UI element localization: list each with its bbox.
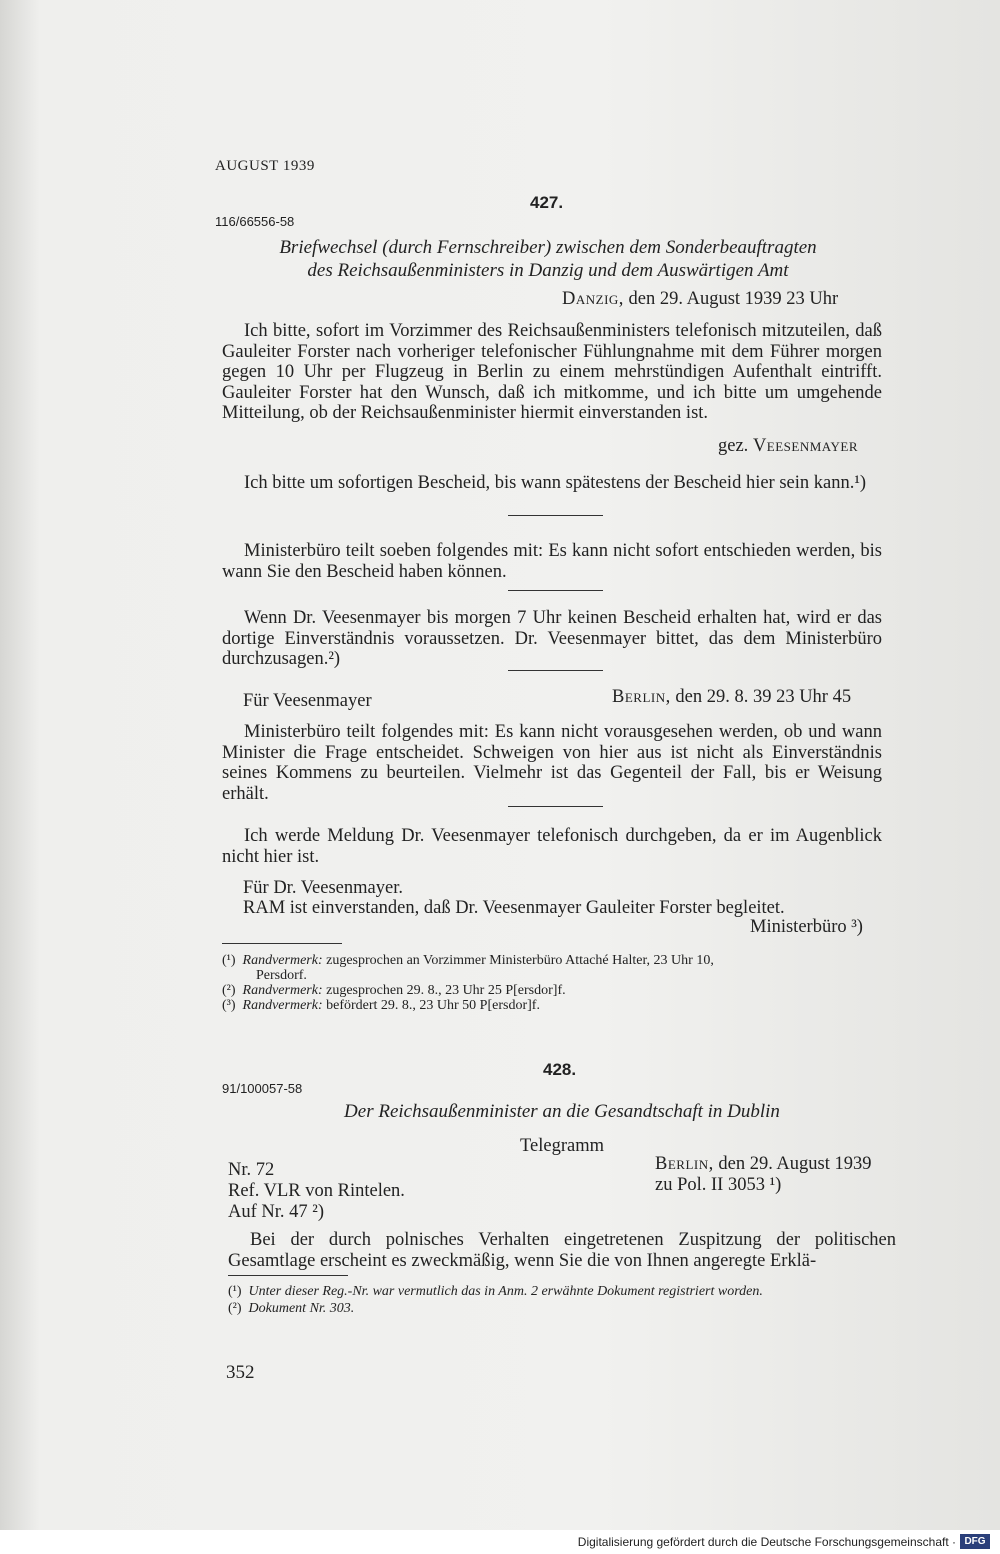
doc-428-nr: Nr. 72 <box>228 1160 275 1180</box>
doc-427-fuer-dr: Für Dr. Veesenmayer. <box>243 878 403 898</box>
doc-428-paragraph-1: Bei der durch polnisches Verhalten eingetretenen Zuspitzung der politischen Gesamtlage erscheint es zweckmäßig, wenn Sie die von Ihnen angeregte Erklä- <box>228 1230 896 1271</box>
signature-prefix: gez. <box>718 436 749 456</box>
doc-427-title-line1: Briefwechsel (durch Fernschreiber) zwischen dem Sonderbeauftragten <box>279 237 817 258</box>
doc-428-pol-ref: zu Pol. II 3053 ¹) <box>655 1175 782 1195</box>
separator-rule <box>508 515 603 516</box>
doc-427-paragraph-5: Ministerbüro teilt folgendes mit: Es kann nicht vorausgesehen werden, ob und wann Minister die Frage entscheidet. Schweigen von hier aus ist nicht als Einverständnis seines Kommens zu beurteilen. Vielmehr ist das Gegenteil der Fall, bis er Weisung erhält. <box>222 722 882 804</box>
doc-427-title-line2: des Reichsaußenministers in Danzig und dem Auswärtigen Amt <box>307 260 789 281</box>
doc-428-ref-vlr: Ref. VLR von Rintelen. <box>228 1181 405 1201</box>
doc-427-ref: 116/66556-58 <box>215 214 295 229</box>
doc-427-signature <box>718 436 858 457</box>
footnote: (²) Randvermerk: zugesprochen 29. 8., 23 Uhr 25 P[ersdor]f. <box>222 983 566 998</box>
dfg-logo-icon: DFG <box>960 1534 990 1549</box>
berlin-rest: den 29. 8. 39 23 Uhr 45 <box>675 687 852 707</box>
doc-427-number: 427. <box>530 193 564 212</box>
running-head: AUGUST 1939 <box>215 158 315 174</box>
footnote: Persdorf. <box>256 968 307 983</box>
doc-428-dateline: Berlin, den 29. August 1939 <box>655 1154 872 1174</box>
dateline-place: Danzig, <box>562 289 624 309</box>
separator-rule <box>508 590 603 591</box>
separator-rule <box>508 670 603 671</box>
berlin-place: Berlin, <box>612 687 671 707</box>
page-number: 352 <box>226 1362 255 1383</box>
doc-427-ministerbuero: Ministerbüro ³) <box>750 917 863 937</box>
doc-428-number: 428. <box>543 1060 577 1079</box>
doc-428-auf-nr: Auf Nr. 47 ²) <box>228 1202 324 1222</box>
doc-428-ref: 91/100057-58 <box>222 1081 303 1096</box>
footer-credit: Digitalisierung gefördert durch die Deutsche Forschungsgemeinschaft · <box>577 1535 956 1549</box>
footnote-rule <box>222 943 342 944</box>
footnote: (¹) Randvermerk: zugesprochen an Vorzimmer Ministerbüro Attaché Halter, 23 Uhr 10, <box>222 953 714 968</box>
doc-427-paragraph-2: Ich bitte um sofortigen Bescheid, bis wann spätestens der Bescheid hier sein kann.¹) <box>244 473 867 493</box>
footnote: (¹) Unter dieser Reg.-Nr. war vermutlich das in Anm. 2 erwähnte Dokument registriert worden. <box>228 1284 763 1299</box>
doc-427-fuer-veesenmayer: Für Veesenmayer <box>243 691 372 711</box>
doc-427-berlin-dateline <box>612 687 851 708</box>
signature-name: Veesenmayer <box>752 436 858 456</box>
doc-427-dateline <box>562 289 838 310</box>
footnote: (³) Randvermerk: befördert 29. 8., 23 Uhr 50 P[ersdor]f. <box>222 998 540 1013</box>
doc-427-ram: RAM ist einverstanden, daß Dr. Veesenmayer Gauleiter Forster begleitet. <box>243 898 785 918</box>
footnote-rule <box>228 1275 348 1276</box>
doc-428-telegramm: Telegramm <box>520 1136 604 1156</box>
footnote: (²) Dokument Nr. 303. <box>228 1301 355 1316</box>
doc-427-footnotes <box>222 953 902 1013</box>
doc-428-left-block <box>228 1160 405 1223</box>
doc-428-title: Der Reichsaußenminister an die Gesandtschaft in Dublin <box>344 1101 780 1122</box>
separator-rule <box>508 806 603 807</box>
doc-428-right-block <box>655 1154 872 1196</box>
dateline-rest: den 29. August 1939 23 Uhr <box>628 289 839 309</box>
doc-427-paragraph-4: Wenn Dr. Veesenmayer bis morgen 7 Uhr keinen Bescheid erhalten hat, wird er das dortige Einverständnis voraussetzen. Dr. Veesenmayer bittet, das dem Ministerbüro durchzusagen.²) <box>222 608 882 669</box>
doc-428-footnotes <box>228 1283 908 1317</box>
doc-427-paragraph-1: Ich bitte, sofort im Vorzimmer des Reichsaußenministers telefonisch mitzuteilen, daß Gauleiter Forster nach vorheriger telefonischer Fühlungnahme mit dem Führer morgen gegen 10 Uhr per Flugzeug in Berlin zu einem mehrstündigen Aufenthalt eintrifft. Gauleiter Forster hat den Wunsch, daß ich mitkomme, und ich bitte um umgehende Mitteilung, ob der Reichsaußenminister hiermit einverstanden ist. <box>222 321 882 423</box>
doc-427-paragraph-6: Ich werde Meldung Dr. Veesenmayer telefonisch durchgeben, da er im Augenblick nicht hier ist. <box>222 826 882 867</box>
doc-427-paragraph-3: Ministerbüro teilt soeben folgendes mit: Es kann nicht sofort entschieden werden, bis wann Sie den Bescheid haben können. <box>222 541 882 582</box>
